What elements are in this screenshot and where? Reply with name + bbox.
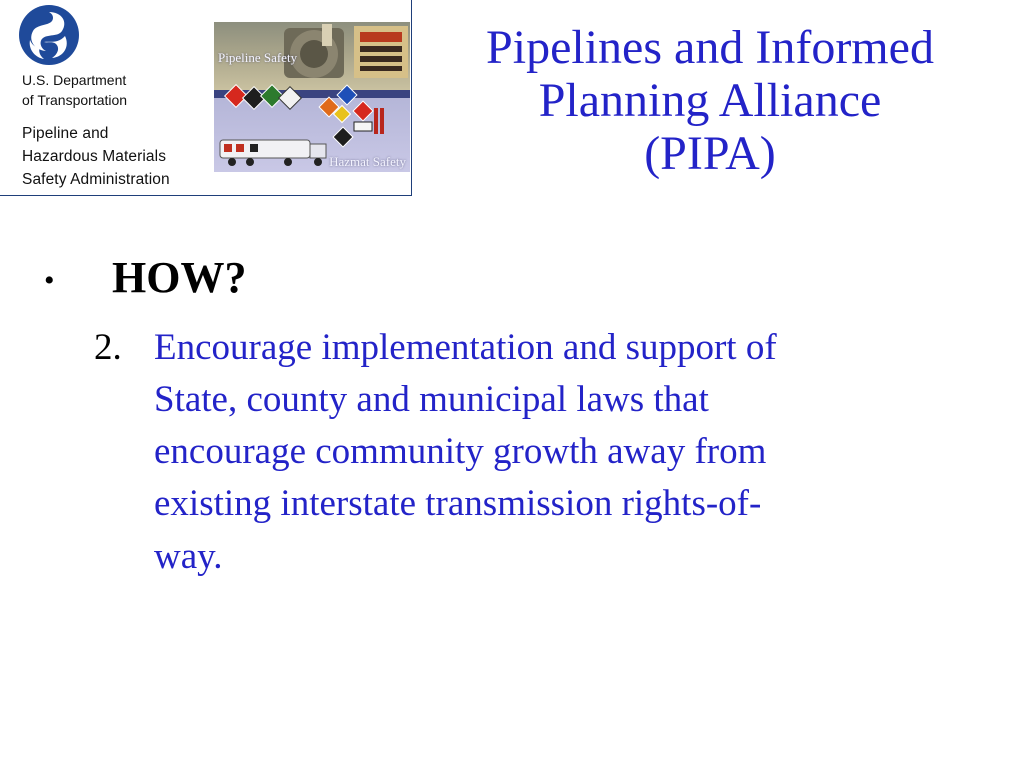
item-text — [154, 322, 934, 583]
item-number: 2. — [94, 327, 122, 368]
safety-collage-image — [214, 22, 410, 172]
item-text-line: way. — [154, 535, 223, 577]
administration-name-line3: Safety Administration — [22, 171, 170, 188]
item-text-line: Encourage implementation and support of — [154, 327, 777, 368]
agency-logo-block — [0, 0, 412, 196]
hazmat-safety-caption: Hazmat Safety — [329, 154, 406, 169]
bullet-heading: HOW? — [112, 253, 247, 302]
pipeline-safety-caption: Pipeline Safety — [218, 50, 298, 65]
slide-title-line1: Pipelines and Informed — [486, 21, 934, 74]
slide-title-line2: Planning Alliance — [538, 73, 882, 127]
department-name-line1: U.S. Department — [22, 72, 127, 88]
bullet-marker: • — [44, 264, 55, 297]
dot-seal-icon — [18, 4, 80, 66]
administration-name-line1: Pipeline and — [22, 125, 109, 142]
item-text-line: encourage community growth away from — [154, 431, 767, 473]
slide-title — [420, 22, 1000, 180]
item-text-line: existing interstate transmission rights-of- — [154, 483, 762, 525]
item-text-line: State, county and municipal laws that — [154, 379, 709, 421]
slide-title-line3: (PIPA) — [644, 126, 776, 180]
department-name-line2: of Transportation — [22, 92, 128, 108]
administration-name-line2: Hazardous Materials — [22, 148, 167, 165]
